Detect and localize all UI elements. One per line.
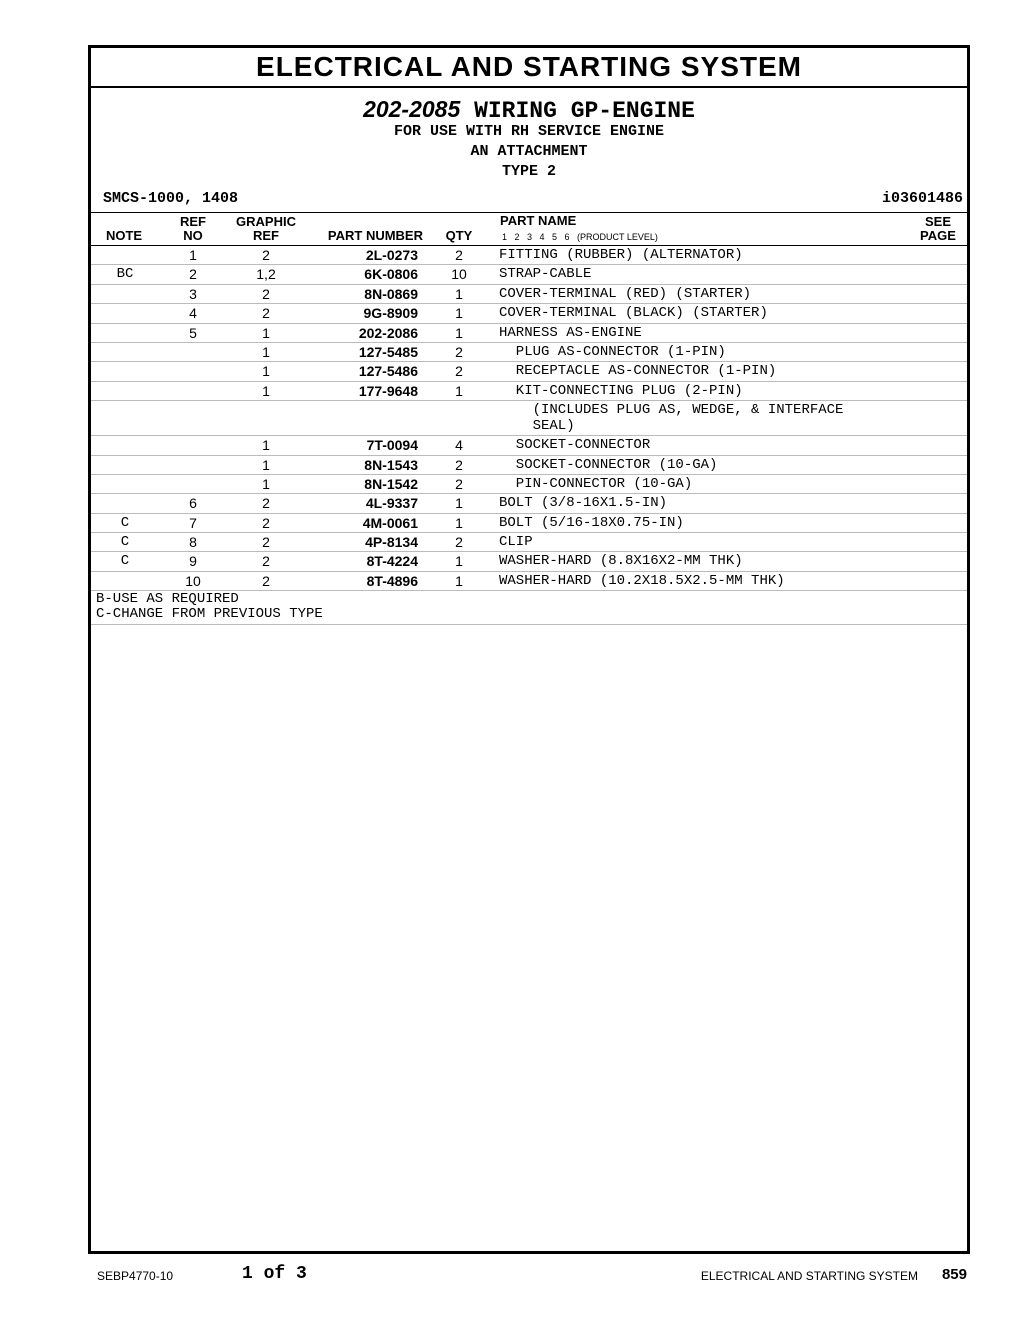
header-graphic-top: GRAPHIC (236, 214, 296, 229)
part-name-cell: FITTING (RUBBER) (ALTERNATOR) (499, 247, 743, 263)
table-row (91, 343, 967, 362)
part-name-cell: HARNESS AS-ENGINE (499, 324, 642, 341)
graphic-ref-cell: 2 (262, 553, 270, 570)
header-ref-top: REF (180, 214, 206, 229)
graphic-ref-cell: 1,2 (256, 266, 276, 283)
graphic-ref-cell: 1 (262, 475, 270, 492)
graphic-ref-cell: 1 (262, 363, 270, 380)
table-row (91, 265, 967, 284)
part-number-cell: 7T-0094 (366, 437, 418, 454)
table-row (91, 572, 967, 591)
note-line: C-CHANGE FROM PREVIOUS TYPE (96, 606, 323, 623)
group-subtitle-3: TYPE 2 (501, 163, 556, 180)
graphic-ref-cell: 1 (262, 343, 270, 360)
header-qty: QTY (445, 228, 473, 243)
table-row (91, 324, 967, 343)
part-name-cell: KIT-CONNECTING PLUG (2-PIN) (499, 382, 743, 399)
graphic-ref-cell: 1 (262, 324, 270, 341)
part-name-cell: (INCLUDES PLUG AS, WEDGE, & INTERFACE SEAL) (532, 402, 844, 435)
ref-no-cell: 5 (189, 324, 197, 341)
table-row (91, 475, 967, 494)
smcs-row (91, 188, 967, 213)
section-title: ELECTRICAL AND STARTING SYSTEM (91, 48, 967, 88)
notes-legend (91, 591, 967, 625)
group-header (91, 96, 967, 182)
part-number-cell: 4M-0061 (362, 514, 418, 531)
footer-section: ELECTRICAL AND STARTING SYSTEM (700, 1269, 918, 1283)
qty-cell: 2 (455, 475, 463, 492)
header-graphic-bottom: REF (253, 228, 279, 243)
part-number-cell: 4P-8134 (365, 534, 418, 551)
table-row (91, 285, 967, 304)
qty-cell: 1 (455, 382, 463, 399)
part-name-cell: BOLT (5/16-18X0.75-IN) (499, 514, 684, 531)
part-number-cell: 6K-0806 (364, 266, 418, 283)
table-row (91, 382, 967, 401)
ref-no-cell: 8 (189, 534, 197, 551)
note-cell: BC (116, 266, 134, 283)
graphic-ref-cell: 2 (262, 247, 270, 263)
group-name: WIRING GP-ENGINE (474, 98, 695, 124)
qty-cell: 1 (455, 514, 463, 531)
part-number-cell: 8T-4896 (366, 572, 418, 589)
part-name-cell: STRAP-CABLE (499, 266, 592, 283)
qty-cell: 1 (455, 572, 463, 589)
part-number-cell: 127-5486 (358, 363, 418, 380)
header-see-top: SEE (924, 214, 951, 229)
qty-cell: 10 (451, 266, 467, 283)
part-name-cell: PLUG AS-CONNECTOR (1-PIN) (499, 343, 726, 360)
graphic-ref-cell: 2 (262, 495, 270, 512)
qty-cell: 2 (455, 456, 463, 473)
parts-table (91, 246, 967, 625)
note-cell: C (120, 553, 130, 570)
qty-cell: 1 (455, 305, 463, 322)
qty-cell: 2 (455, 247, 463, 263)
header-product-levels: 1 2 3 4 5 6 (PRODUCT LEVEL) (502, 232, 658, 242)
header-part-name: PART NAME (500, 213, 577, 228)
qty-cell: 1 (455, 553, 463, 570)
table-row (91, 304, 967, 323)
part-number-cell: 8N-1543 (364, 456, 418, 473)
part-name-cell: PIN-CONNECTOR (10-GA) (499, 475, 693, 492)
part-name-cell: SOCKET-CONNECTOR (10-GA) (499, 456, 718, 473)
page-footer (0, 1264, 1020, 1288)
part-name-cell: CLIP (499, 534, 533, 551)
ref-no-cell: 3 (189, 285, 197, 302)
graphic-ref-cell: 2 (262, 534, 270, 551)
table-row (91, 533, 967, 552)
illustration-id: i03601486 (881, 190, 963, 207)
ref-no-cell: 9 (189, 553, 197, 570)
page-frame (88, 45, 970, 1254)
table-row (91, 494, 967, 513)
graphic-ref-cell: 2 (262, 572, 270, 589)
table-row (91, 552, 967, 571)
column-headers (91, 214, 967, 246)
ref-no-cell: 7 (189, 514, 197, 531)
part-name-cell: WASHER-HARD (10.2X18.5X2.5-MM THK) (499, 572, 785, 589)
qty-cell: 4 (455, 437, 463, 454)
page-of-count: 1 of 3 (242, 1264, 307, 1284)
graphic-ref-cell: 1 (262, 456, 270, 473)
table-row (91, 401, 967, 436)
page-number: 859 (941, 1266, 967, 1283)
qty-cell: 1 (455, 495, 463, 512)
part-number-cell: 177-9648 (358, 382, 418, 399)
ref-no-cell: 6 (189, 495, 197, 512)
qty-cell: 2 (455, 534, 463, 551)
group-number: 202-2085 (363, 96, 461, 122)
note-line: B-USE AS REQUIRED (96, 591, 239, 608)
header-see-bottom: PAGE (920, 228, 956, 243)
table-row (91, 246, 967, 265)
graphic-ref-cell: 2 (262, 514, 270, 531)
qty-cell: 2 (455, 343, 463, 360)
part-number-cell: 4L-9337 (365, 495, 418, 512)
header-note: NOTE (105, 228, 143, 243)
part-number-cell: 127-5485 (358, 343, 418, 360)
group-title (91, 96, 967, 122)
part-number-cell: 2L-0273 (365, 247, 418, 263)
table-row (91, 436, 967, 455)
ref-no-cell: 2 (189, 266, 197, 283)
table-row (91, 456, 967, 475)
note-cell: C (120, 534, 130, 551)
part-name-cell: RECEPTACLE AS-CONNECTOR (1-PIN) (499, 363, 777, 380)
smcs-code: SMCS-1000, 1408 (103, 190, 239, 207)
graphic-ref-cell: 2 (262, 305, 270, 322)
header-part-number: PART NUMBER (327, 228, 423, 243)
graphic-ref-cell: 1 (262, 437, 270, 454)
part-number-cell: 8N-1542 (364, 475, 418, 492)
graphic-ref-cell: 2 (262, 285, 270, 302)
part-name-cell: WASHER-HARD (8.8X16X2-MM THK) (499, 553, 743, 570)
part-name-cell: COVER-TERMINAL (RED) (STARTER) (499, 285, 752, 302)
qty-cell: 2 (455, 363, 463, 380)
part-number-cell: 8N-0869 (364, 285, 418, 302)
part-name-cell: SOCKET-CONNECTOR (499, 437, 651, 454)
table-row (91, 362, 967, 381)
part-number-cell: 9G-8909 (363, 305, 418, 322)
part-number-cell: 8T-4224 (366, 553, 418, 570)
ref-no-cell: 10 (185, 572, 201, 589)
part-name-cell: BOLT (3/8-16X1.5-IN) (499, 495, 668, 512)
ref-no-cell: 4 (189, 305, 197, 322)
table-row (91, 514, 967, 533)
document-number: SEBP4770-10 (97, 1269, 174, 1283)
note-cell: C (120, 514, 130, 531)
graphic-ref-cell: 1 (262, 382, 270, 399)
qty-cell: 1 (455, 285, 463, 302)
part-name-cell: COVER-TERMINAL (BLACK) (STARTER) (499, 305, 768, 322)
group-subtitle-1: FOR USE WITH RH SERVICE ENGINE (393, 123, 665, 140)
group-subtitle-2: AN ATTACHMENT (470, 143, 588, 160)
ref-no-cell: 1 (189, 247, 197, 263)
qty-cell: 1 (455, 324, 463, 341)
header-ref-bottom: NO (183, 228, 203, 243)
part-number-cell: 202-2086 (358, 324, 418, 341)
